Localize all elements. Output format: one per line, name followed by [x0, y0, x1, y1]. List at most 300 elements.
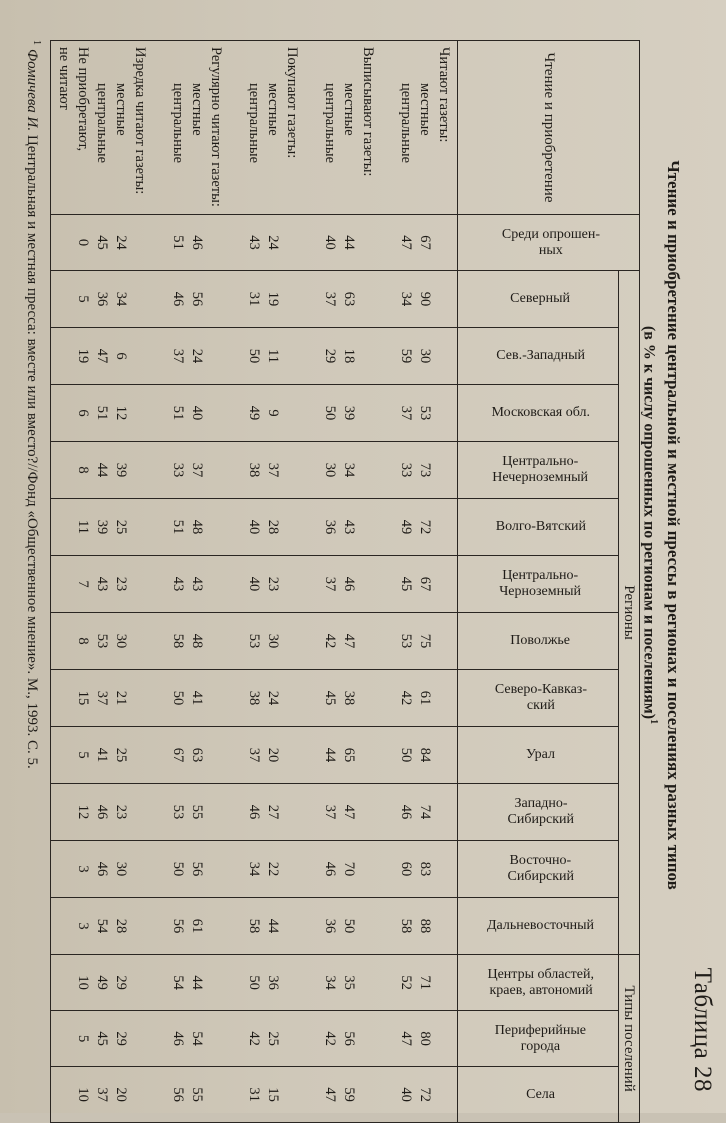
table-cell	[130, 328, 149, 384]
table-subtitle-text: (в % к числу опрошенных по регионам и поселениям)	[640, 325, 658, 720]
value-column	[51, 271, 458, 328]
table-cell	[434, 499, 453, 555]
table-cell	[358, 784, 377, 840]
header-region-10-text: Западно- Сибирский	[507, 796, 574, 827]
table-cell	[206, 328, 225, 384]
table-cell: 46	[170, 291, 186, 307]
table-cell: 84	[417, 747, 433, 763]
table-cell: 56	[189, 291, 205, 307]
header-region-6-text: Центрально- Черноземный	[499, 568, 582, 599]
table-cell: 56	[170, 918, 186, 934]
table-cell: 53	[94, 633, 110, 649]
table-cell: 39	[94, 519, 110, 535]
header-region-1	[458, 271, 619, 328]
table-cell	[282, 385, 301, 441]
table-cell	[225, 613, 244, 669]
table-cell: 11	[265, 349, 281, 363]
table-cell	[301, 1011, 320, 1066]
table-cell	[149, 955, 168, 1010]
table-cell: 29	[322, 348, 338, 364]
table-cell: 44	[322, 747, 338, 763]
table-cell	[225, 385, 244, 441]
table-cell: 55	[189, 1087, 205, 1102]
table-cell: 37	[246, 747, 262, 763]
table-cell: 80	[417, 1031, 433, 1046]
table-cell	[225, 556, 244, 612]
table-cell: 5	[75, 751, 91, 759]
table-cell: 50	[246, 348, 262, 364]
header-region-12	[458, 898, 619, 955]
table-cell: 8	[75, 466, 91, 474]
table-cell: 50	[170, 861, 186, 877]
table-cell	[358, 328, 377, 384]
table-cell	[301, 1067, 320, 1122]
table-cell	[54, 215, 73, 270]
table-cell: 48	[189, 633, 205, 649]
table-cell	[149, 499, 168, 555]
table-cell	[130, 670, 149, 726]
table-cell: 54	[189, 1031, 205, 1046]
table-cell: 37	[94, 690, 110, 706]
table-cell	[149, 271, 168, 327]
table-cell	[301, 898, 320, 954]
table-cell	[206, 898, 225, 954]
table-cell: 36	[322, 918, 338, 934]
table-cell: 46	[94, 861, 110, 877]
table-cell	[301, 670, 320, 726]
table-cell	[206, 784, 225, 840]
table-cell	[206, 727, 225, 783]
table-cell: 50	[398, 747, 414, 763]
table-cell: 44	[189, 975, 205, 990]
table-cell: 46	[322, 861, 338, 877]
table-cell	[282, 670, 301, 726]
table-cell	[358, 613, 377, 669]
table-cell	[206, 385, 225, 441]
footnote	[23, 40, 42, 1090]
header-region-8-text: Северо-Кавказ- ский	[494, 682, 587, 713]
table-cell: 45	[94, 235, 110, 250]
value-column	[51, 784, 458, 841]
header-type-3	[458, 1067, 619, 1123]
table-cell: 42	[246, 1031, 262, 1046]
table-cell: 59	[341, 1087, 357, 1102]
table-cell: 67	[417, 235, 433, 250]
table-cell	[130, 727, 149, 783]
table-cell: 88	[417, 918, 433, 934]
table-cell: 67	[417, 576, 433, 592]
table-cell: 53	[170, 804, 186, 820]
table-cell	[206, 670, 225, 726]
header-region-4	[458, 442, 619, 499]
header-type-2	[458, 1011, 619, 1067]
table-cell: 34	[113, 291, 129, 307]
title-footnote-mark: 1	[648, 719, 659, 725]
table-cell: 10	[75, 1087, 91, 1102]
table-cell: 34	[341, 462, 357, 478]
table-cell	[282, 215, 301, 270]
table-cell: 6	[75, 409, 91, 417]
table-cell	[149, 898, 168, 954]
table-cell	[206, 1011, 225, 1066]
table-cell	[54, 670, 73, 726]
table-cell: 10	[75, 975, 91, 990]
table-title-text: Чтение и приобретение центральной и местной прессы в регионах и поселениях разных типов	[664, 160, 683, 890]
table-cell	[54, 1011, 73, 1066]
table-cell	[225, 841, 244, 897]
table-cell	[149, 215, 168, 270]
table-cell	[225, 215, 244, 270]
row-label: местные	[265, 83, 281, 136]
table-cell	[358, 955, 377, 1010]
table-cell: 24	[189, 348, 205, 364]
table-cell: 23	[113, 576, 129, 592]
table-cell: 43	[246, 235, 262, 250]
footnote-mark: 1	[31, 40, 42, 45]
table-cell	[130, 1067, 149, 1122]
table-cell: 30	[417, 348, 433, 364]
table-cell: 19	[265, 291, 281, 307]
table-cell	[282, 1067, 301, 1122]
table-cell: 53	[398, 633, 414, 649]
table-cell	[377, 385, 396, 441]
table-cell: 37	[189, 462, 205, 478]
table-cell: 58	[246, 918, 262, 934]
table-cell	[54, 784, 73, 840]
table-cell	[149, 841, 168, 897]
table-cell: 50	[170, 690, 186, 706]
table-cell: 63	[189, 747, 205, 763]
table-cell	[377, 556, 396, 612]
header-region-7-text: Поволжье	[510, 633, 571, 648]
header-region-10	[458, 784, 619, 841]
row-label	[301, 47, 320, 210]
table-cell: 33	[170, 462, 186, 478]
table-cell: 61	[417, 690, 433, 706]
table-cell	[434, 215, 453, 270]
table-title	[639, 60, 684, 990]
row-label: центральные	[398, 83, 414, 164]
header-region-8	[458, 670, 619, 727]
table-cell	[206, 1067, 225, 1122]
table-cell	[434, 328, 453, 384]
table-cell	[282, 556, 301, 612]
table-cell: 35	[341, 975, 357, 990]
table-cell: 49	[94, 975, 110, 990]
value-column	[51, 898, 458, 955]
table-cell	[282, 499, 301, 555]
table-cell: 11	[75, 520, 91, 534]
row-label: Изредка читают газеты:	[132, 47, 148, 195]
table-cell	[282, 271, 301, 327]
table-cell: 24	[265, 235, 281, 250]
table-cell: 40	[189, 405, 205, 421]
table-cell: 37	[94, 1087, 110, 1102]
table-cell	[54, 556, 73, 612]
table-cell	[225, 727, 244, 783]
table-cell	[149, 613, 168, 669]
table-cell: 9	[265, 409, 281, 417]
table-cell	[206, 499, 225, 555]
table-cell: 8	[75, 637, 91, 645]
header-region-9-text: Урал	[526, 747, 556, 762]
table-cell: 70	[341, 861, 357, 877]
table-cell: 40	[398, 1087, 414, 1102]
table-cell	[130, 613, 149, 669]
table-cell	[130, 841, 149, 897]
footnote-author: Фомичева И.	[24, 49, 40, 132]
table-cell	[206, 271, 225, 327]
table-cell: 71	[417, 975, 433, 990]
table-cell: 47	[398, 1031, 414, 1046]
table-cell	[301, 841, 320, 897]
table-cell	[301, 385, 320, 441]
table-cell: 47	[94, 348, 110, 364]
table-cell	[130, 955, 149, 1010]
table-cell: 51	[170, 405, 186, 421]
table-cell: 37	[265, 462, 281, 478]
table-cell: 40	[246, 576, 262, 592]
table-cell	[149, 1067, 168, 1122]
header-region-2-text: Сев.-Западный	[496, 348, 585, 363]
header-types-group: Типы поселений	[619, 955, 640, 1123]
table-cell	[358, 727, 377, 783]
table-body-row	[51, 41, 458, 1123]
table-cell	[282, 727, 301, 783]
table-cell	[225, 1067, 244, 1122]
table-cell	[149, 385, 168, 441]
row-label: местные	[113, 83, 129, 136]
table-cell: 15	[75, 690, 91, 706]
table-cell	[358, 841, 377, 897]
table-cell: 15	[265, 1087, 281, 1102]
header-type-2-text: Периферийные города	[494, 1022, 587, 1054]
table-cell: 25	[113, 747, 129, 763]
table-cell: 50	[341, 918, 357, 934]
header-regions-group: Регионы	[619, 271, 640, 955]
table-cell	[149, 727, 168, 783]
table-cell	[358, 898, 377, 954]
row-label: Регулярно читают газеты:	[208, 47, 224, 207]
table-cell: 42	[322, 1031, 338, 1046]
table-cell: 30	[265, 633, 281, 649]
table-cell	[377, 271, 396, 327]
header-region-7	[458, 613, 619, 670]
table-cell	[54, 613, 73, 669]
table-cell: 12	[75, 804, 91, 820]
table-cell	[130, 442, 149, 498]
table-cell	[377, 898, 396, 954]
table-cell: 6	[113, 352, 129, 360]
row-label: центральные	[170, 83, 186, 164]
table-cell	[130, 784, 149, 840]
table-cell	[377, 670, 396, 726]
table-cell: 40	[246, 519, 262, 535]
header-type-1-text: Центры областей, краев, автономий	[487, 966, 594, 998]
table-cell	[225, 670, 244, 726]
header-region-5	[458, 499, 619, 556]
table-cell	[282, 613, 301, 669]
table-cell	[225, 1011, 244, 1066]
header-region-11-text: Восточно- Сибирский	[507, 853, 574, 884]
table-cell	[282, 841, 301, 897]
table-cell: 47	[322, 1087, 338, 1102]
table-cell	[149, 1011, 168, 1066]
table-cell	[434, 1011, 453, 1066]
table-cell: 54	[170, 975, 186, 990]
table-cell: 3	[75, 865, 91, 873]
table-cell	[358, 499, 377, 555]
table-cell: 29	[113, 975, 129, 990]
table-cell	[149, 670, 168, 726]
table-cell: 54	[94, 918, 110, 934]
table-cell	[377, 1011, 396, 1066]
row-label: центральные	[322, 83, 338, 164]
table-cell: 23	[265, 576, 281, 592]
table-cell	[130, 1011, 149, 1066]
table-cell	[358, 271, 377, 327]
table-cell: 56	[189, 861, 205, 877]
table-cell	[358, 1011, 377, 1066]
table-cell: 75	[417, 633, 433, 649]
table-cell	[434, 784, 453, 840]
table-cell: 38	[341, 690, 357, 706]
table-cell	[301, 613, 320, 669]
table-cell: 74	[417, 804, 433, 820]
value-column	[51, 385, 458, 442]
table-cell: 45	[94, 1031, 110, 1046]
table-cell: 44	[265, 918, 281, 934]
table-cell	[149, 556, 168, 612]
table-cell	[434, 556, 453, 612]
table-cell: 43	[341, 519, 357, 535]
table-cell: 51	[94, 405, 110, 421]
table-cell: 3	[75, 922, 91, 930]
table-cell: 21	[113, 690, 129, 706]
table-cell	[130, 499, 149, 555]
table-cell: 42	[322, 633, 338, 649]
table-cell	[54, 442, 73, 498]
table-cell: 46	[170, 1031, 186, 1046]
table-cell: 34	[322, 975, 338, 990]
table-cell	[358, 215, 377, 270]
table-cell	[377, 727, 396, 783]
table-cell	[54, 955, 73, 1010]
table-cell: 24	[265, 690, 281, 706]
table-cell: 43	[94, 576, 110, 592]
table-cell	[377, 784, 396, 840]
value-column	[51, 727, 458, 784]
row-label: центральные	[94, 83, 110, 164]
row-label	[225, 47, 244, 210]
table-cell	[434, 898, 453, 954]
table-cell	[282, 898, 301, 954]
row-label: центральные	[246, 83, 262, 164]
table-cell	[377, 955, 396, 1010]
table-cell: 39	[341, 405, 357, 421]
value-column	[51, 215, 458, 271]
header-total-text: Среди опрошен- ных	[501, 226, 601, 258]
table-cell	[206, 215, 225, 270]
table-cell	[149, 442, 168, 498]
table-cell: 46	[94, 804, 110, 820]
table-cell: 47	[341, 804, 357, 820]
table-cell	[130, 898, 149, 954]
row-label: Не приобретают,	[75, 47, 91, 152]
table-cell	[301, 784, 320, 840]
table-cell: 31	[246, 291, 262, 307]
header-region-1-text: Северный	[510, 291, 571, 306]
table-cell	[301, 556, 320, 612]
table-cell: 27	[265, 804, 281, 820]
table-cell	[130, 385, 149, 441]
table-cell: 51	[170, 235, 186, 250]
table-cell: 37	[322, 291, 338, 307]
table-cell: 65	[341, 747, 357, 763]
row-label	[149, 47, 168, 210]
footnote-text: Центральная и местная пресса: вместе или вместо?//Фонд «Общественное мнение». М., 1993. С. 5.	[24, 134, 40, 769]
row-label	[377, 47, 396, 210]
row-label: Покупают газеты:	[284, 47, 300, 159]
table-cell: 49	[398, 519, 414, 535]
table-cell: 41	[94, 747, 110, 763]
header-region-3	[458, 385, 619, 442]
table-cell: 45	[322, 690, 338, 706]
header-region-11	[458, 841, 619, 898]
table-cell: 25	[265, 1031, 281, 1046]
table-cell	[377, 215, 396, 270]
table-cell	[225, 328, 244, 384]
header-type-1	[458, 955, 619, 1011]
table-cell: 48	[189, 519, 205, 535]
table-cell	[282, 784, 301, 840]
value-column	[51, 1067, 458, 1123]
table-cell	[130, 271, 149, 327]
row-label: Выписывают газеты:	[360, 47, 376, 177]
table-cell	[377, 613, 396, 669]
table-cell: 51	[170, 519, 186, 535]
table-cell: 37	[170, 348, 186, 364]
table-cell: 73	[417, 462, 433, 478]
table-cell: 33	[398, 462, 414, 478]
table-cell: 46	[398, 804, 414, 820]
table-cell: 58	[170, 633, 186, 649]
table-cell	[206, 442, 225, 498]
table-cell: 59	[398, 348, 414, 364]
table-cell: 29	[113, 1031, 129, 1046]
table-cell	[54, 385, 73, 441]
table-number-label: Таблица 28	[689, 967, 716, 1092]
table-cell: 5	[75, 1034, 91, 1043]
table-cell: 37	[322, 804, 338, 820]
table-cell: 25	[113, 519, 129, 535]
table-cell: 44	[341, 235, 357, 250]
row-label: местные	[341, 83, 357, 136]
table-cell: 50	[246, 975, 262, 990]
table-cell	[225, 898, 244, 954]
value-column	[51, 670, 458, 727]
table-cell: 20	[265, 747, 281, 763]
table-cell: 45	[398, 576, 414, 592]
table-cell: 7	[75, 580, 91, 588]
table-cell	[301, 727, 320, 783]
table-cell	[434, 670, 453, 726]
table-title-line2	[639, 60, 663, 990]
table-cell	[434, 613, 453, 669]
row-label: местные	[417, 83, 433, 136]
table-cell	[130, 215, 149, 270]
table-cell: 34	[398, 291, 414, 307]
